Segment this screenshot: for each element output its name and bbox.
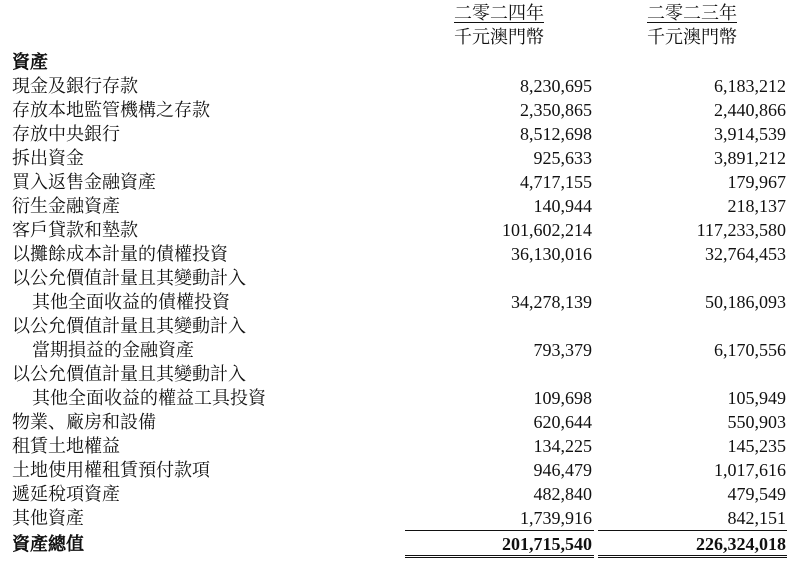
- row-line: [0, 266, 799, 290]
- statement-rows: [0, 74, 799, 530]
- column-unit: 千元澳門幣: [647, 27, 737, 47]
- row-label: 其他資產: [12, 508, 84, 528]
- table-row: [0, 266, 799, 314]
- value-2023: 32,764,453: [705, 244, 786, 264]
- column-unit: 千元澳門幣: [454, 27, 544, 47]
- double-underline-2024: [405, 555, 594, 558]
- value-2024: 101,602,214: [502, 220, 592, 240]
- value-2024: 8,512,698: [520, 124, 592, 144]
- value-2023: 1,017,616: [714, 460, 786, 480]
- row-line: [0, 338, 799, 362]
- value-2023: 179,967: [727, 172, 786, 192]
- row-label: 存放本地監管機構之存款: [12, 100, 210, 120]
- value-2023: 550,903: [727, 412, 786, 432]
- column-header-2024: [405, 2, 593, 48]
- value-2023: 3,914,539: [714, 124, 786, 144]
- value-2023: 218,137: [727, 196, 786, 216]
- row-label-continued: 當期損益的金融資產: [32, 340, 194, 360]
- table-row: [0, 194, 799, 218]
- value-2023: 3,891,212: [714, 148, 786, 168]
- value-2023: 105,949: [727, 388, 786, 408]
- table-row: [0, 74, 799, 98]
- table-row: [0, 434, 799, 458]
- value-2024: 8,230,695: [520, 76, 592, 96]
- table-row: [0, 410, 799, 434]
- value-2023: 842,151: [727, 508, 786, 528]
- section-title: 資產: [12, 52, 48, 72]
- value-2024: 793,379: [533, 340, 592, 360]
- row-label: 衍生金融資產: [12, 196, 120, 216]
- value-2023: 117,233,580: [696, 220, 786, 240]
- table-row: [0, 314, 799, 362]
- row-label: 以攤餘成本計量的債權投資: [12, 244, 228, 264]
- value-2023: 6,183,212: [714, 76, 786, 96]
- table-row: [0, 170, 799, 194]
- row-label: 以公允價值計量且其變動計入: [12, 364, 246, 384]
- row-label: 遞延稅項資產: [12, 484, 120, 504]
- row-line: [0, 314, 799, 338]
- table-row: [0, 98, 799, 122]
- value-2024: 925,633: [533, 148, 592, 168]
- subtotal-rule-2023: [598, 530, 787, 531]
- value-2024: 109,698: [533, 388, 592, 408]
- value-2024: 4,717,155: [520, 172, 592, 192]
- table-row: [0, 482, 799, 506]
- table-row: [0, 146, 799, 170]
- row-label-continued: 其他全面收益的權益工具投資: [32, 388, 266, 408]
- row-line: [0, 386, 799, 410]
- value-2024: 620,644: [533, 412, 592, 432]
- table-row: [0, 458, 799, 482]
- column-year: 二零二三年: [647, 3, 737, 23]
- value-2023: 6,170,556: [714, 340, 786, 360]
- row-label: 拆出資金: [12, 148, 84, 168]
- total-value-2024: 201,715,540: [502, 534, 592, 554]
- value-2024: 1,739,916: [520, 508, 592, 528]
- value-2023: 145,235: [727, 436, 786, 456]
- value-2024: 946,479: [533, 460, 592, 480]
- row-label: 現金及銀行存款: [12, 76, 138, 96]
- value-2024: 134,225: [533, 436, 592, 456]
- total-value-2023: 226,324,018: [696, 534, 786, 554]
- row-label: 物業、廠房和設備: [12, 412, 156, 432]
- table-row: [0, 506, 799, 530]
- row-label: 以公允價值計量且其變動計入: [12, 268, 246, 288]
- table-row: [0, 122, 799, 146]
- row-label: 以公允價值計量且其變動計入: [12, 316, 246, 336]
- value-2024: 140,944: [533, 196, 592, 216]
- table-row: [0, 218, 799, 242]
- subtotal-rule-2024: [405, 530, 594, 531]
- total-label: 資產總值: [12, 534, 84, 554]
- value-2023: 479,549: [727, 484, 786, 504]
- row-line: [0, 362, 799, 386]
- column-header-2023: [598, 2, 786, 48]
- row-label: 客戶貸款和墊款: [12, 220, 138, 240]
- value-2024: 2,350,865: [520, 100, 592, 120]
- double-underline-2023: [598, 555, 787, 558]
- value-2024: 36,130,016: [511, 244, 592, 264]
- row-label: 租賃土地權益: [12, 436, 120, 456]
- row-label: 存放中央銀行: [12, 124, 120, 144]
- column-year: 二零二四年: [454, 3, 544, 23]
- table-row: [0, 362, 799, 410]
- row-label-continued: 其他全面收益的債權投資: [32, 292, 230, 312]
- value-2023: 50,186,093: [705, 292, 786, 312]
- value-2024: 482,840: [533, 484, 592, 504]
- row-line: [0, 290, 799, 314]
- value-2023: 2,440,866: [714, 100, 786, 120]
- total-row: [0, 532, 799, 556]
- table-row: [0, 242, 799, 266]
- row-label: 買入返售金融資產: [12, 172, 156, 192]
- row-label: 土地使用權租賃預付款項: [12, 460, 210, 480]
- value-2024: 34,278,139: [511, 292, 592, 312]
